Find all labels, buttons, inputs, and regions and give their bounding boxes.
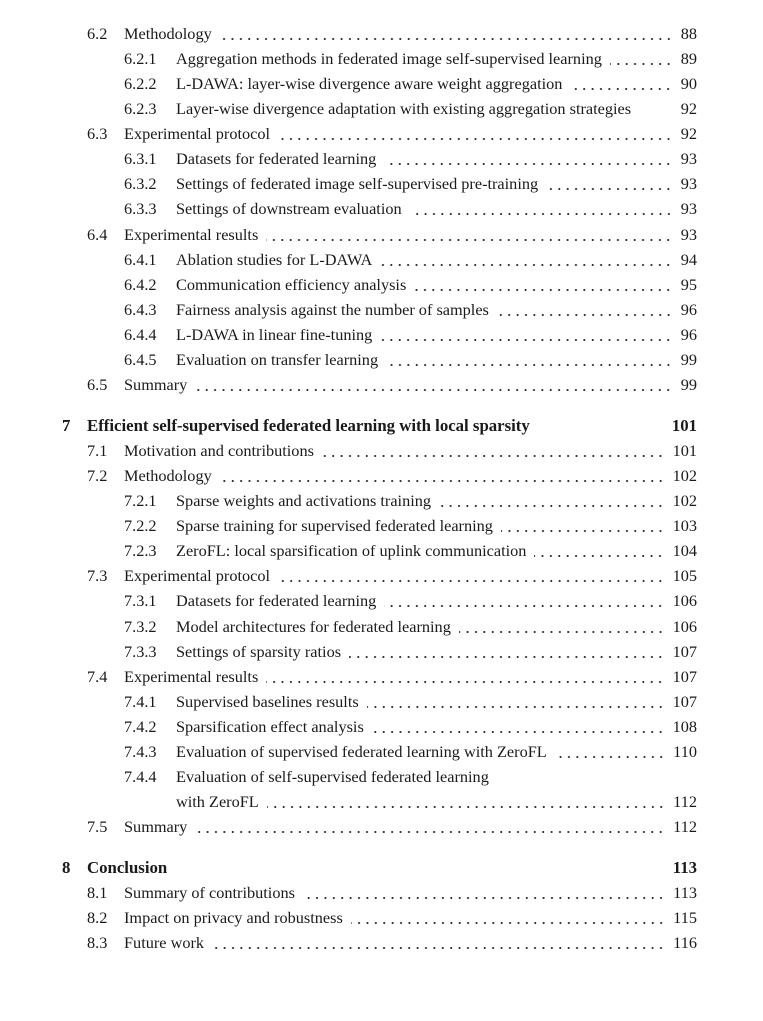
toc-entry-number: 7.2 [87,466,108,486]
toc-entry[interactable] [0,933,763,953]
toc-entry-page: 90 [680,74,697,94]
toc-entry-page: 93 [680,174,697,194]
toc-entry-title: Datasets for federated learning [176,149,377,169]
toc-chapter-entry[interactable] [0,858,763,878]
toc-entry-title: Fairness analysis against the number of samples [176,299,489,319]
toc-entry[interactable] [0,566,763,586]
toc-entry-title: Evaluation of self-supervised federated learning [176,766,489,786]
toc-chapter-entry[interactable] [0,416,763,436]
toc-entry-title: Sparse weights and activations training [176,491,432,511]
toc-entry-number: 7.3 [87,566,108,586]
dot-leader [384,591,664,611]
toc-entry[interactable] [0,325,763,345]
toc-entry[interactable] [0,225,763,245]
toc-entry-title: ZeroFL: local sparsification of uplink communication [176,541,527,561]
toc-entry-title: Summary [124,817,188,837]
toc-entry-page: 92 [680,99,697,119]
toc-entry[interactable] [0,250,763,270]
toc-entry-number: 7.5 [87,817,108,837]
toc-entry-page: 116 [673,933,697,953]
dot-leader [372,717,665,737]
toc-entry-page: 106 [672,591,697,611]
dot-leader [546,174,673,194]
toc-entry-page: 101 [671,415,697,435]
toc-entry[interactable] [0,441,763,461]
toc-entry-page: 99 [680,374,697,394]
toc-entry-number: 6.2.1 [124,49,157,69]
toc-entry-number: 6.4.5 [124,349,157,369]
toc-entry-title: Impact on privacy and robustness [124,908,343,928]
toc-entry[interactable] [0,350,763,370]
toc-entry-page: 105 [672,566,697,586]
toc-entry-page: 113 [672,858,697,878]
toc-entry-number: 6.4.2 [124,274,157,294]
toc-entry[interactable] [0,74,763,94]
dot-leader [266,225,672,245]
toc-entry[interactable] [0,742,763,762]
toc-entry[interactable] [0,617,763,637]
toc-entry-number: 7.4.2 [124,716,157,736]
dot-leader [220,24,673,44]
toc-entry[interactable] [0,375,763,395]
toc-entry-title: Experimental results [124,224,259,244]
toc-entry-title: Conclusion [87,858,168,878]
dot-leader [534,541,664,561]
toc-entry-title: Motivation and contributions [124,441,314,461]
toc-entry-number: 7.3.3 [124,641,157,661]
toc-entry-title: Model architectures for federated learning [176,616,451,636]
toc-entry[interactable] [0,767,763,787]
toc-entry-title: Summary of contributions [124,883,295,903]
toc-entry[interactable] [0,883,763,903]
toc-entry-title: Sparsification effect analysis [176,716,364,736]
toc-entry-page: 107 [672,666,697,686]
toc-entry-number: 6.5 [87,374,108,394]
toc-entry[interactable] [0,642,763,662]
toc-entry-number: 6.3 [87,124,108,144]
toc-entry[interactable] [0,199,763,219]
toc-entry-page: 110 [673,741,697,761]
toc-entry-page: 99 [680,349,697,369]
toc-entry-title: Settings of sparsity ratios [176,641,342,661]
toc-entry-title: Evaluation on transfer learning [176,349,379,369]
toc-entry-number: 8.3 [87,933,108,953]
dot-leader [384,149,672,169]
toc-entry-number: 6.4.1 [124,249,157,269]
toc-entry-title: L-DAWA in linear fine-tuning [176,324,373,344]
toc-entry-page: 103 [672,516,697,536]
dot-leader [278,124,673,144]
toc-entry-number: 6.3.3 [124,199,157,219]
toc-entry-number: 7 [62,415,71,435]
dot-leader [322,441,665,461]
toc-entry-number: 7.2.1 [124,491,157,511]
toc-entry-title: Communication efficiency analysis [176,274,407,294]
dot-leader [555,742,665,762]
dot-leader [501,516,665,536]
dot-leader [195,817,665,837]
toc-entry-title: Experimental protocol [124,566,271,586]
toc-entry[interactable] [0,817,763,837]
dot-leader [278,566,665,586]
toc-entry-number: 8.1 [87,883,108,903]
toc-entry[interactable] [0,24,763,44]
toc-entry[interactable] [0,692,763,712]
toc-entry-title: Layer-wise divergence adaptation with existing aggregation strategies [176,99,632,119]
toc-entry-continuation[interactable] [0,792,763,812]
toc-entry-title: Efficient self-supervised federated learning with local sparsity [87,415,530,435]
toc-entry-page: 107 [672,691,697,711]
toc-entry-title: Settings of federated image self-supervised pre-training [176,174,539,194]
toc-entry-page: 92 [680,124,697,144]
toc-entry-page: 112 [673,817,697,837]
toc-entry[interactable] [0,49,763,69]
toc-entry-number: 6.2 [87,24,108,43]
toc-entry-title: Methodology [124,24,212,43]
dot-leader [303,883,665,903]
toc-entry-page: 106 [672,616,697,636]
toc-entry-number: 7.4.4 [124,766,157,786]
dot-leader [386,350,673,370]
dot-leader [220,466,665,486]
dot-leader [267,792,665,812]
toc-entry-number: 7.2.2 [124,516,157,536]
toc-entry[interactable] [0,275,763,295]
toc-entry-number: 7.4.3 [124,741,157,761]
toc-entry-number: 6.4.3 [124,299,157,319]
dot-leader [410,199,673,219]
toc-entry[interactable] [0,516,763,536]
dot-leader [497,300,673,320]
toc-entry-title: Ablation studies for L-DAWA [176,249,373,269]
toc-entry[interactable] [0,908,763,928]
toc-entry-number: 6.3.1 [124,149,157,169]
toc-entry-number: 8.2 [87,908,108,928]
toc-entry-page: 108 [672,716,697,736]
toc-entry-number: 6.4 [87,224,108,244]
toc-entry-number: 7.3.2 [124,616,157,636]
toc-entry[interactable] [0,491,763,511]
toc-entry-number: 6.2.2 [124,74,157,94]
dot-leader [570,74,672,94]
toc-entry-page: 104 [672,541,697,561]
toc-entry-page: 112 [673,792,697,812]
toc-entry-title: Evaluation of supervised federated learning with ZeroFL [176,741,547,761]
dot-leader [351,908,665,928]
toc-entry-page: 115 [673,908,697,928]
toc-entry-title: Settings of downstream evaluation [176,199,402,219]
toc-entry-title: Supervised baselines results [176,691,359,711]
toc-entry-page: 102 [672,491,697,511]
toc-entry-title: L-DAWA: layer-wise divergence aware weight aggregation [176,74,563,94]
toc-entry-page: 94 [680,249,697,269]
toc-entry-number: 7.2.3 [124,541,157,561]
toc-entry-number: 7.4.1 [124,691,157,711]
dot-leader [610,49,673,69]
toc-entry-page: 107 [672,641,697,661]
toc-entry-title: Methodology [124,466,212,486]
dot-leader [439,491,665,511]
dot-leader [380,325,672,345]
toc-entry[interactable] [0,149,763,169]
toc-entry-title: Aggregation methods in federated image self-supervised learning [176,49,602,69]
dot-leader [459,617,665,637]
toc-entry-page: 93 [680,149,697,169]
toc-entry[interactable] [0,124,763,144]
toc-entry[interactable] [0,174,763,194]
toc-entry[interactable] [0,300,763,320]
toc-entry-title-continuation: with ZeroFL [176,792,259,812]
toc-entry-title: Experimental protocol [124,124,271,144]
toc-entry-number: 8 [62,858,71,878]
toc-entry-title: Datasets for federated learning [176,591,377,611]
toc-entry[interactable] [0,717,763,737]
toc-entry-number: 7.3.1 [124,591,157,611]
toc-entry[interactable] [0,591,763,611]
toc-entry-title: Sparse training for supervised federated learning [176,516,493,536]
toc-entry-number: 7.1 [87,441,108,461]
toc-entry[interactable] [0,541,763,561]
dot-leader [349,642,665,662]
dot-leader [195,375,672,395]
toc-entry-page: 88 [680,24,697,43]
toc-entry-page: 102 [672,466,697,486]
toc-entry-page: 101 [672,441,697,461]
toc-entry-number: 6.4.4 [124,324,157,344]
toc-entry-number: 7.4 [87,666,108,686]
toc-entry-title: Summary [124,374,188,394]
toc-entry[interactable] [0,466,763,486]
dot-leader [380,250,672,270]
toc-entry-page: 93 [680,224,697,244]
toc-entry-number: 6.2.3 [124,99,157,119]
toc-entry-title: Future work [124,933,205,953]
toc-entry-number: 6.3.2 [124,174,157,194]
dot-leader [212,933,665,953]
toc-entry-page: 89 [680,49,697,69]
dot-leader [367,692,665,712]
toc-entry[interactable] [0,667,763,687]
toc-entry-page: 95 [680,274,697,294]
toc-entry-page: 96 [680,299,697,319]
dot-leader [414,275,672,295]
toc-entry-title: Experimental results [124,666,259,686]
toc-entry-page: 96 [680,324,697,344]
toc-entry[interactable] [0,99,763,119]
toc-entry-page: 113 [673,883,697,903]
dot-leader [266,667,664,687]
toc-entry-page: 93 [680,199,697,219]
